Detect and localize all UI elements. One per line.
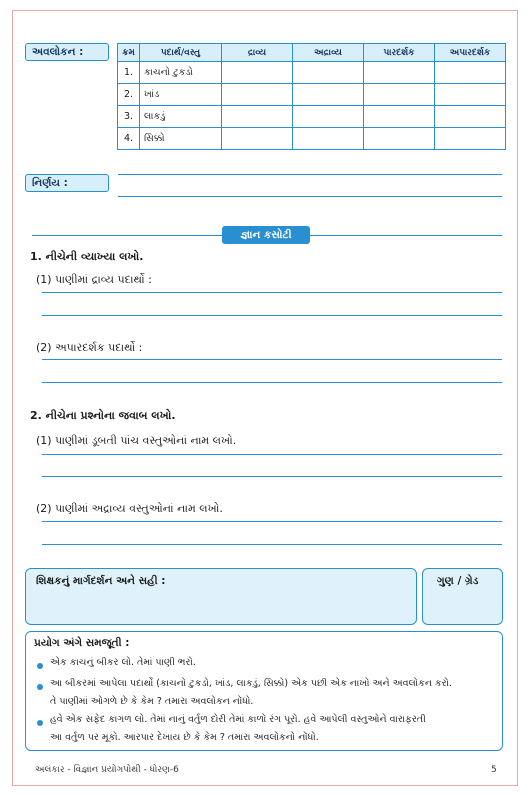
row-item: કાચનો ટુકડો: [140, 62, 222, 84]
experiment-explanation-box: [25, 631, 503, 751]
soluble-cell[interactable]: [222, 62, 293, 84]
answer-line[interactable]: [42, 454, 502, 455]
bullet-dot: [37, 720, 43, 726]
header-item: પદાર્થ/વસ્તુ: [140, 44, 222, 62]
opaque-cell[interactable]: [435, 84, 506, 106]
soluble-cell[interactable]: [222, 128, 293, 150]
soluble-cell[interactable]: [222, 106, 293, 128]
answer-line[interactable]: [42, 315, 502, 316]
transparent-cell[interactable]: [364, 84, 435, 106]
answer-line[interactable]: [42, 544, 502, 545]
row-number: 4.: [118, 128, 140, 150]
insoluble-cell[interactable]: [293, 62, 364, 84]
grade-box[interactable]: [422, 568, 503, 625]
opaque-cell[interactable]: [435, 128, 506, 150]
table-header-row: [118, 44, 506, 62]
row-number: 2.: [118, 84, 140, 106]
row-number: 3.: [118, 106, 140, 128]
conclusion-label: નિર્ણય :: [25, 174, 109, 192]
transparent-cell[interactable]: [364, 62, 435, 84]
explanation-step-3-line-1: હવે એક સફેદ કાગળ લો. તેમાં નાનું વર્તુળ દોરી તેમાં કાળો રંગ પૂરો. હવે આપેલી વસ્તુઓને વારાફરતી: [50, 714, 426, 725]
header-opaque: અપારદર્શક: [435, 44, 506, 62]
question-1b-prompt: (2) અપારદર્શક પદાર્થો :: [36, 341, 143, 354]
question-1a-prompt: (1) પાણીમાં દ્રાવ્ય પદાર્થો :: [36, 273, 152, 286]
footer-text: અલંકાર - વિજ્ઞાન પ્રયોગપોથી - ધોરણ-6: [35, 765, 179, 775]
question-1-title: 1. નીચેની વ્યાખ્યા લખો.: [30, 250, 144, 263]
insoluble-cell[interactable]: [293, 106, 364, 128]
section-title: જ્ઞાન કસોટી: [222, 226, 310, 244]
teacher-signature-box[interactable]: [25, 568, 417, 625]
soluble-cell[interactable]: [222, 84, 293, 106]
teacher-signature-label: શિક્ષકનું માર્ગદર્શન અને સહી :: [36, 575, 166, 587]
answer-line[interactable]: [42, 359, 502, 360]
transparent-cell[interactable]: [364, 128, 435, 150]
insoluble-cell[interactable]: [293, 128, 364, 150]
opaque-cell[interactable]: [435, 62, 506, 84]
opaque-cell[interactable]: [435, 106, 506, 128]
table-row: [118, 106, 506, 128]
explanation-step-3-line-2: આ વર્તુળ પર મૂકો. આરપાર દેખાય છે કે કેમ ? તમારા અવલોકનો નોંધો.: [50, 732, 319, 743]
explanation-step-1: એક કાચનું બીકર લો. તેમાં પાણી ભરો.: [50, 657, 196, 668]
bullet-dot: [37, 663, 43, 669]
row-number: 1.: [118, 62, 140, 84]
table-row: [118, 128, 506, 150]
answer-line[interactable]: [42, 382, 502, 383]
answer-line[interactable]: [42, 292, 502, 293]
answer-line[interactable]: [42, 476, 502, 477]
question-2b-prompt: (2) પાણીમાં અદ્રાવ્ય વસ્તુઓનાં નામ લખો.: [36, 502, 223, 515]
insoluble-cell[interactable]: [293, 84, 364, 106]
header-serial: ક્રમ: [118, 44, 140, 62]
row-item: લાકડું: [140, 106, 222, 128]
conclusion-answer-line[interactable]: [118, 174, 502, 175]
question-2-title: 2. નીચેના પ્રશ્નોના જવાબ લખો.: [30, 409, 176, 422]
table-row: [118, 84, 506, 106]
page-number: 5: [491, 765, 497, 775]
bullet-dot: [37, 684, 43, 690]
observation-label: અવલોકન :: [25, 43, 109, 61]
question-2a-prompt: (1) પાણીમાં ડૂબતી પાંચ વસ્તુઓનાં નામ લખો.: [36, 434, 237, 447]
answer-line[interactable]: [42, 521, 502, 522]
header-transparent: પારદર્શક: [364, 44, 435, 62]
explanation-title: પ્રયોગ અંગે સમજૂતી :: [34, 637, 130, 649]
row-item: ખાંડ: [140, 84, 222, 106]
row-item: સિક્કો: [140, 128, 222, 150]
header-soluble: દ્રાવ્ય: [222, 44, 293, 62]
observation-table: [117, 43, 506, 150]
explanation-step-2-line-2: તે પાણીમાં ઓગળે છે કે કેમ ? તમારા અવલોકન નોંધો.: [50, 696, 254, 707]
transparent-cell[interactable]: [364, 106, 435, 128]
grade-label: ગુણ / ગ્રેડ: [437, 575, 479, 587]
header-insoluble: અદ્રાવ્ય: [293, 44, 364, 62]
conclusion-answer-line[interactable]: [118, 196, 502, 197]
table-row: [118, 62, 506, 84]
explanation-step-2-line-1: આ બીકરમાં આપેલા પદાર્થો (કાચનો ટુકડો, ખાંડ, લાકડું, સિક્કો) એક પછી એક નાખો અને અવલોકન કરો.: [50, 678, 452, 689]
